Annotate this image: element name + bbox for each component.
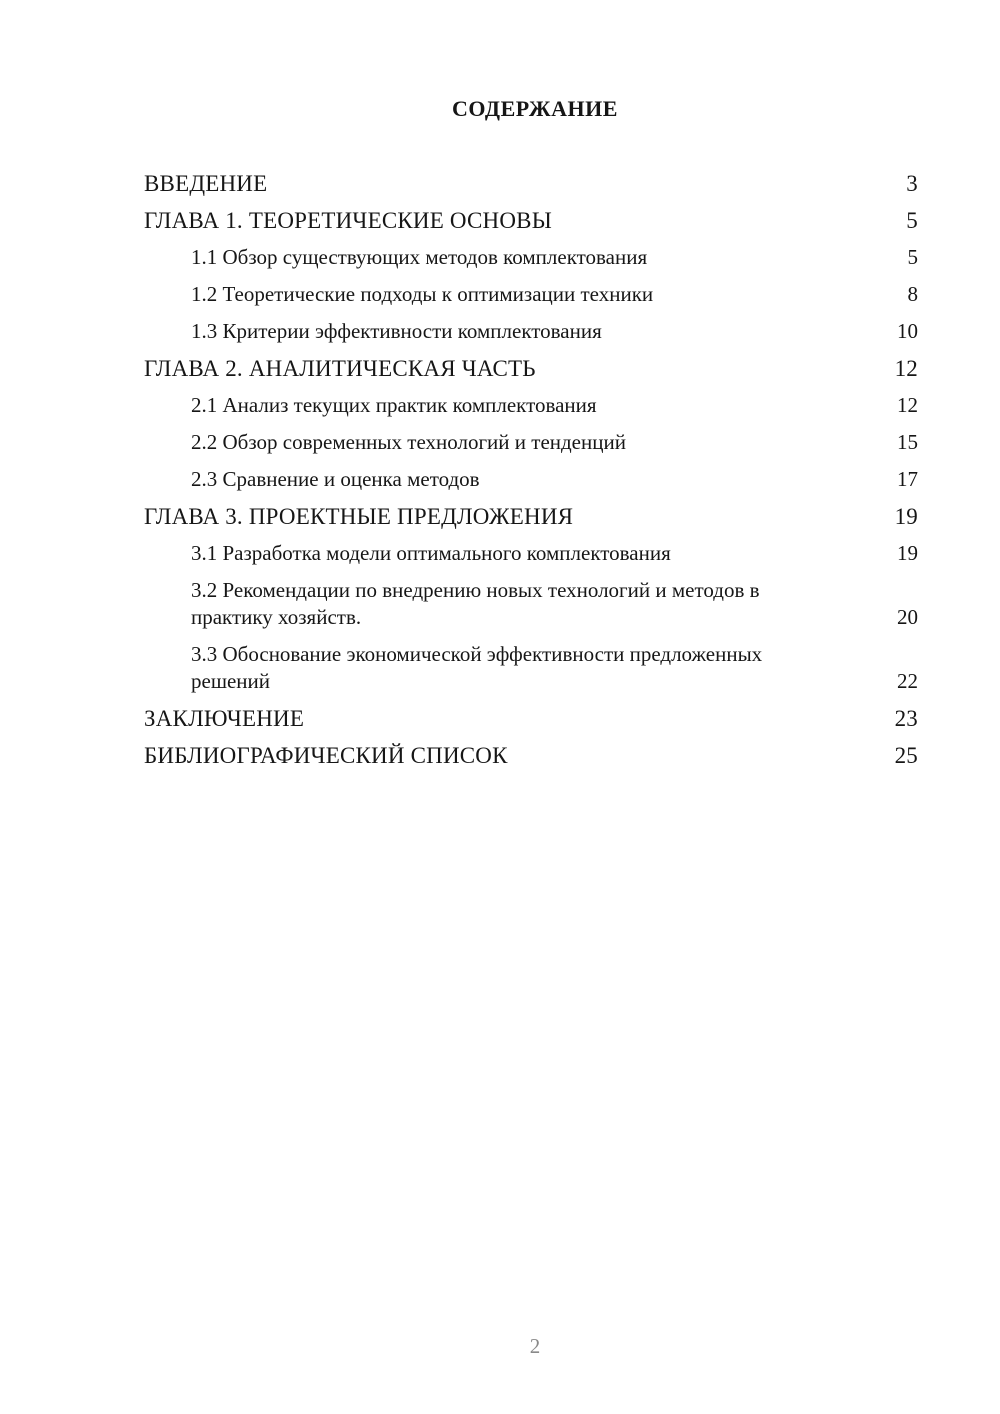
toc-entry-section-2-2[interactable] [144, 429, 918, 456]
toc-entry-text: 3.1 Разработка модели оптимального комплектования [191, 541, 671, 565]
toc-entry-text: 3.3 Обоснование экономической эффективности предложенных решений [191, 642, 763, 693]
toc-entry-page: 20 [897, 605, 918, 629]
toc-entry-page: 23 [894, 706, 918, 731]
toc-entry-page: 12 [894, 356, 918, 381]
toc-entry-text: 1.3 Критерии эффективности комплектования [191, 319, 602, 343]
toc-entry-text: 2.2 Обзор современных технологий и тенденций [191, 430, 626, 454]
toc-entry-section-2-3[interactable] [144, 466, 918, 493]
toc-entry-section-1-1[interactable] [144, 244, 918, 271]
toc-entry-page: 10 [897, 319, 918, 343]
toc-entry-section-1-2[interactable] [144, 281, 918, 308]
toc-entry-page: 19 [897, 541, 918, 565]
toc-entry-page: 5 [906, 208, 918, 233]
page-title: СОДЕРЖАНИЕ [452, 96, 618, 121]
toc-entry-bibliography[interactable] [144, 742, 918, 769]
toc-entry-page: 3 [906, 171, 918, 196]
toc-entry-page: 12 [897, 393, 918, 417]
toc-entry-page: 5 [907, 245, 918, 269]
toc-entry-chapter-3[interactable] [144, 503, 918, 530]
toc-entry-text: 3.2 Рекомендации по внедрению новых технологий и методов в практику хозяйств. [191, 578, 760, 629]
page-number: 2 [529, 1334, 541, 1358]
toc-entry-page: 15 [897, 430, 918, 454]
toc-entry-text: ЗАКЛЮЧЕНИЕ [144, 706, 305, 731]
toc-entry-chapter-1[interactable] [144, 207, 918, 234]
toc-entry-page: 25 [894, 743, 918, 768]
toc-entry-page: 22 [897, 669, 918, 693]
toc-entry-text: ГЛАВА 3. ПРОЕКТНЫЕ ПРЕДЛОЖЕНИЯ [144, 504, 574, 529]
toc-entry-text: БИБЛИОГРАФИЧЕСКИЙ СПИСОК [144, 743, 508, 768]
toc-entry-page: 19 [894, 504, 918, 529]
toc-entry-text: ГЛАВА 2. АНАЛИТИЧЕСКАЯ ЧАСТЬ [144, 356, 536, 381]
toc-entry-section-3-2[interactable] [144, 577, 918, 631]
toc-entry-text: 2.1 Анализ текущих практик комплектования [191, 393, 597, 417]
toc-entry-page: 8 [907, 282, 918, 306]
toc-entry-text: 2.3 Сравнение и оценка методов [191, 467, 480, 491]
toc-entry-section-2-1[interactable] [144, 392, 918, 419]
toc-entry-page: 17 [897, 467, 918, 491]
toc-entry-section-3-1[interactable] [144, 540, 918, 567]
table-of-contents [144, 170, 918, 779]
toc-entry-text: ГЛАВА 1. ТЕОРЕТИЧЕСКИЕ ОСНОВЫ [144, 208, 552, 233]
toc-entry-section-3-3[interactable] [144, 641, 918, 695]
toc-entry-text: ВВЕДЕНИЕ [144, 171, 268, 196]
toc-entry-introduction[interactable] [144, 170, 918, 197]
toc-entry-text: 1.1 Обзор существующих методов комплектования [191, 245, 648, 269]
toc-entry-conclusion[interactable] [144, 705, 918, 732]
toc-entry-chapter-2[interactable] [144, 355, 918, 382]
toc-entry-section-1-3[interactable] [144, 318, 918, 345]
toc-entry-text: 1.2 Теоретические подходы к оптимизации техники [191, 282, 654, 306]
